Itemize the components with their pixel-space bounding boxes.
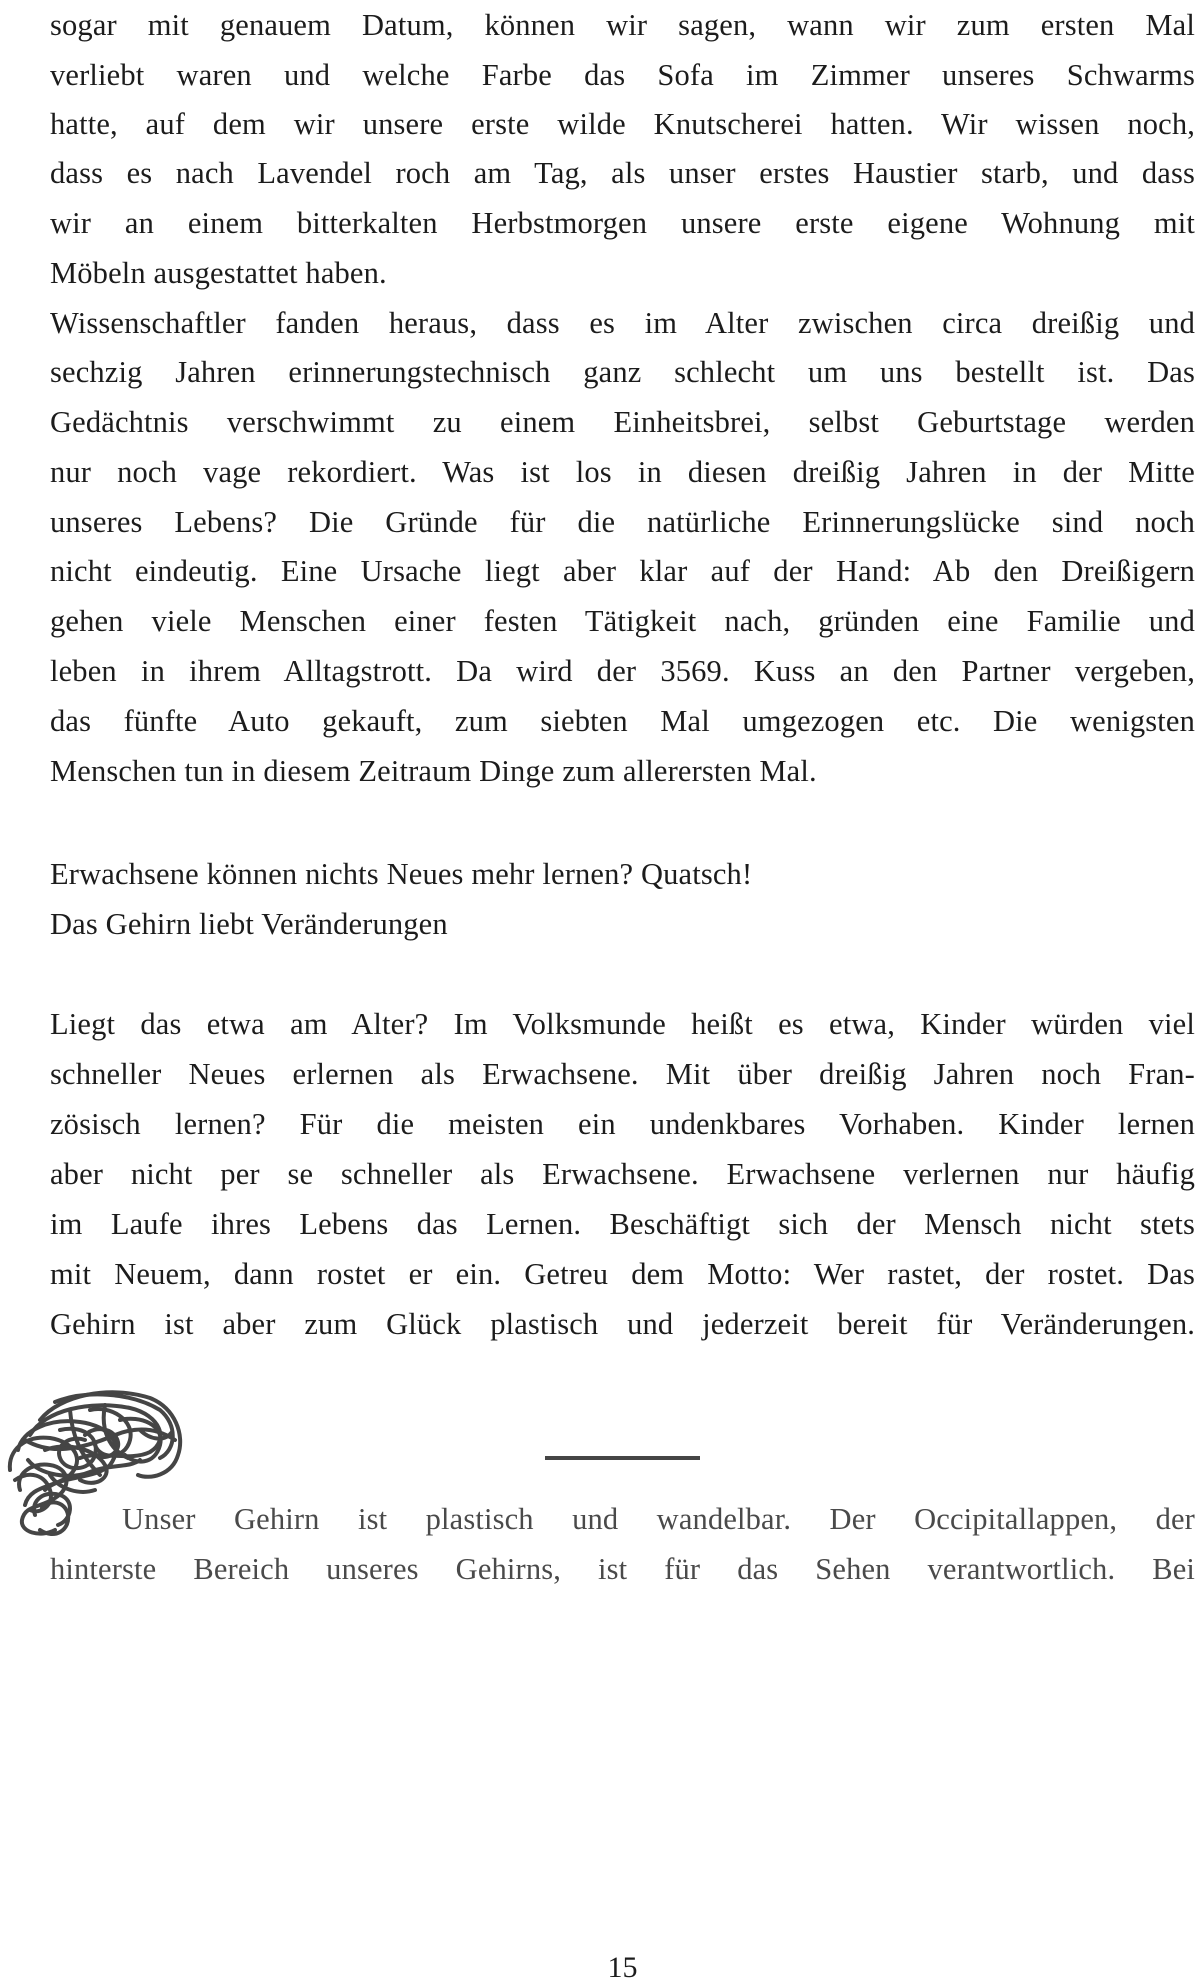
note-line: hinterste Bereich unseres Gehirns, ist für das Sehen verantwortlich. Bei (50, 1552, 1195, 1586)
text-line: nicht eindeutig. Eine Ursache liegt aber klar auf der Hand: Ab den Dreißigern (50, 554, 1195, 588)
text-line: dass es nach Lavendel roch am Tag, als unser erstes Haustier starb, und dass (50, 156, 1195, 190)
text-line: wir an einem bitterkalten Herbstmorgen unsere erste eigene Wohnung mit (50, 206, 1195, 240)
text-line: sogar mit genauem Datum, können wir sagen, wann wir zum ersten Mal (50, 8, 1195, 42)
heading-line-title: Das Gehirn liebt Veränderungen (50, 907, 448, 941)
text-line: Liegt das etwa am Alter? Im Volksmunde heißt es etwa, Kinder würden viel (50, 1007, 1195, 1041)
text-line: unseres Lebens? Die Gründe für die natürliche Erinnerungslücke sind noch (50, 505, 1195, 539)
text-line: Möbeln ausgestattet haben. (50, 256, 387, 290)
page-number: 15 (607, 1951, 638, 1984)
text-line: Gehirn ist aber zum Glück plastisch und jederzeit bereit für Veränderungen. (50, 1307, 1195, 1341)
heading-line-question: Erwachsene können nichts Neues mehr lernen? Quatsch! (50, 857, 753, 891)
text-line: Wissenschaftler fanden heraus, dass es im Alter zwischen circa dreißig und (50, 306, 1195, 340)
text-line: Gedächtnis verschwimmt zu einem Einheitsbrei, selbst Geburtstage werden (50, 405, 1195, 439)
text-line: im Laufe ihres Lebens das Lernen. Beschäftigt sich der Mensch nicht stets (50, 1207, 1195, 1241)
text-line: zösisch lernen? Für die meisten ein undenkbares Vorhaben. Kinder lernen (50, 1107, 1195, 1141)
text-line: das fünfte Auto gekauft, zum siebten Mal umgezogen etc. Die wenigsten (50, 704, 1195, 738)
text-line: schneller Neues erlernen als Erwachsene. Mit über dreißig Jahren noch Fran- (50, 1057, 1195, 1091)
text-line: sechzig Jahren erinnerungstechnisch ganz schlecht um uns bestellt ist. Das (50, 355, 1195, 389)
text-line: verliebt waren und welche Farbe das Sofa im Zimmer unseres Schwarms (50, 58, 1195, 92)
text-line: gehen viele Menschen einer festen Tätigkeit nach, gründen eine Familie und (50, 604, 1195, 638)
text-line: leben in ihrem Alltagstrott. Da wird der 3569. Kuss an den Partner vergeben, (50, 654, 1195, 688)
text-line: hatte, auf dem wir unsere erste wilde Knutscherei hatten. Wir wissen noch, (50, 107, 1195, 141)
text-line: aber nicht per se schneller als Erwachsene. Erwachsene verlernen nur häufig (50, 1157, 1195, 1191)
text-line: mit Neuem, dann rostet er ein. Getreu dem Motto: Wer rastet, der rostet. Das (50, 1257, 1195, 1291)
text-line: nur noch vage rekordiert. Was ist los in diesen dreißig Jahren in der Mitte (50, 455, 1195, 489)
note-line: Unser Gehirn ist plastisch und wandelbar. Der Occipitallappen, der (122, 1502, 1195, 1536)
text-line: Menschen tun in diesem Zeitraum Dinge zum allerersten Mal. (50, 754, 817, 788)
divider-rule (545, 1456, 700, 1460)
